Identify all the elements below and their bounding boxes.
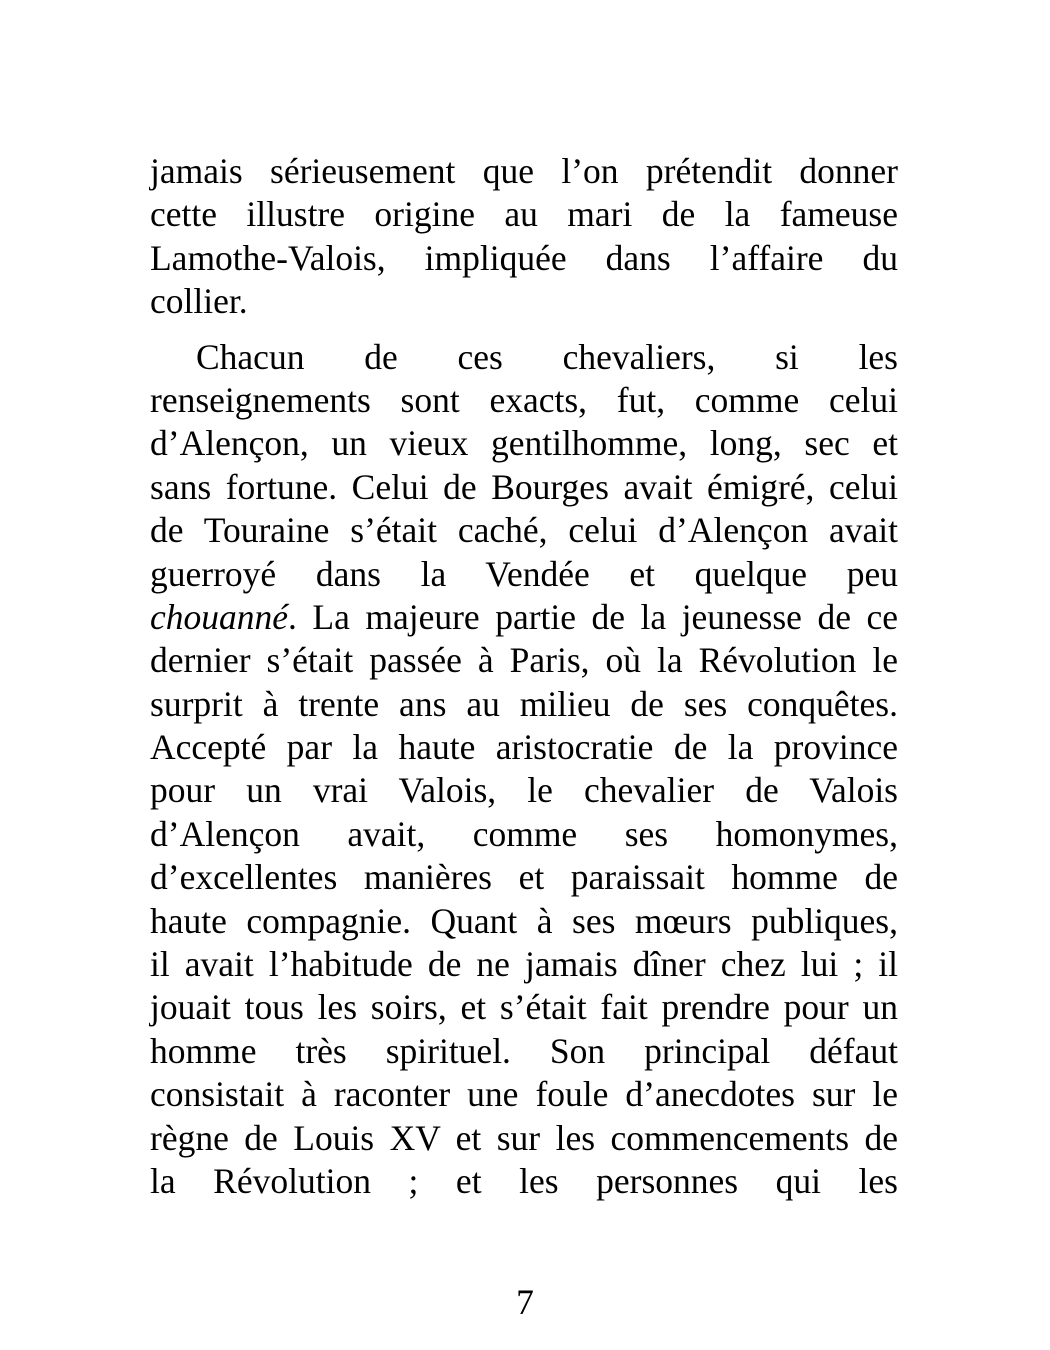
text-fragment: . La majeure partie de la jeunesse de ce: [288, 596, 898, 637]
paragraph-spacing: [150, 324, 898, 336]
text-line: collier.: [150, 281, 248, 322]
text-line: renseignements sont exacts, fut, comme celui: [150, 379, 898, 420]
text-line: la Révolution ; et les personnes qui les: [150, 1160, 898, 1201]
text-line: surprit à trente ans au milieu de ses conquêtes.: [150, 683, 898, 724]
page-body: [150, 150, 898, 1203]
text-line: d’Alençon avait, comme ses homonymes,: [150, 813, 898, 854]
italic-word: chouanné: [150, 596, 289, 637]
text-line: il avait l’habitude de ne jamais dîner chez lui ; il: [150, 944, 898, 985]
text-line: cette illustre origine au mari de la fameuse: [150, 194, 898, 235]
text-line: Accepté par la haute aristocratie de la province: [150, 727, 898, 768]
text-line: pour un vrai Valois, le chevalier de Valois: [150, 770, 898, 811]
text-line: Chacun de ces chevaliers, si les: [196, 336, 898, 377]
text-line: jamais sérieusement que l’on prétendit donner: [150, 151, 898, 191]
text-line: consistait à raconter une foule d’anecdotes sur le: [150, 1074, 898, 1115]
text-line: haute compagnie. Quant à ses mœurs publiques,: [150, 900, 898, 941]
text-line: [150, 596, 898, 639]
text-line: de Touraine s’était caché, celui d’Alençon avait: [150, 510, 898, 551]
text-line: règne de Louis XV et sur les commencements de: [150, 1117, 898, 1158]
text-line: Lamothe-Valois, impliquée dans l’affaire du: [150, 237, 898, 278]
page-number: 7: [516, 1282, 534, 1322]
paragraph-chevaliers: [150, 336, 898, 1204]
text-line: guerroyé dans la Vendée et quelque peu: [150, 553, 898, 594]
text-line: dernier s’était passée à Paris, où la Révolution le: [150, 640, 898, 681]
text-line: homme très spirituel. Son principal défaut: [150, 1030, 898, 1071]
text-line: sans fortune. Celui de Bourges avait émigré, celui: [150, 466, 898, 507]
text-line: d’Alençon, un vieux gentilhomme, long, sec et: [150, 423, 898, 464]
text-line: jouait tous les soirs, et s’était fait prendre pour un: [150, 987, 898, 1028]
paragraph-continuation: [150, 150, 898, 324]
text-line: d’excellentes manières et paraissait homme de: [150, 857, 898, 898]
